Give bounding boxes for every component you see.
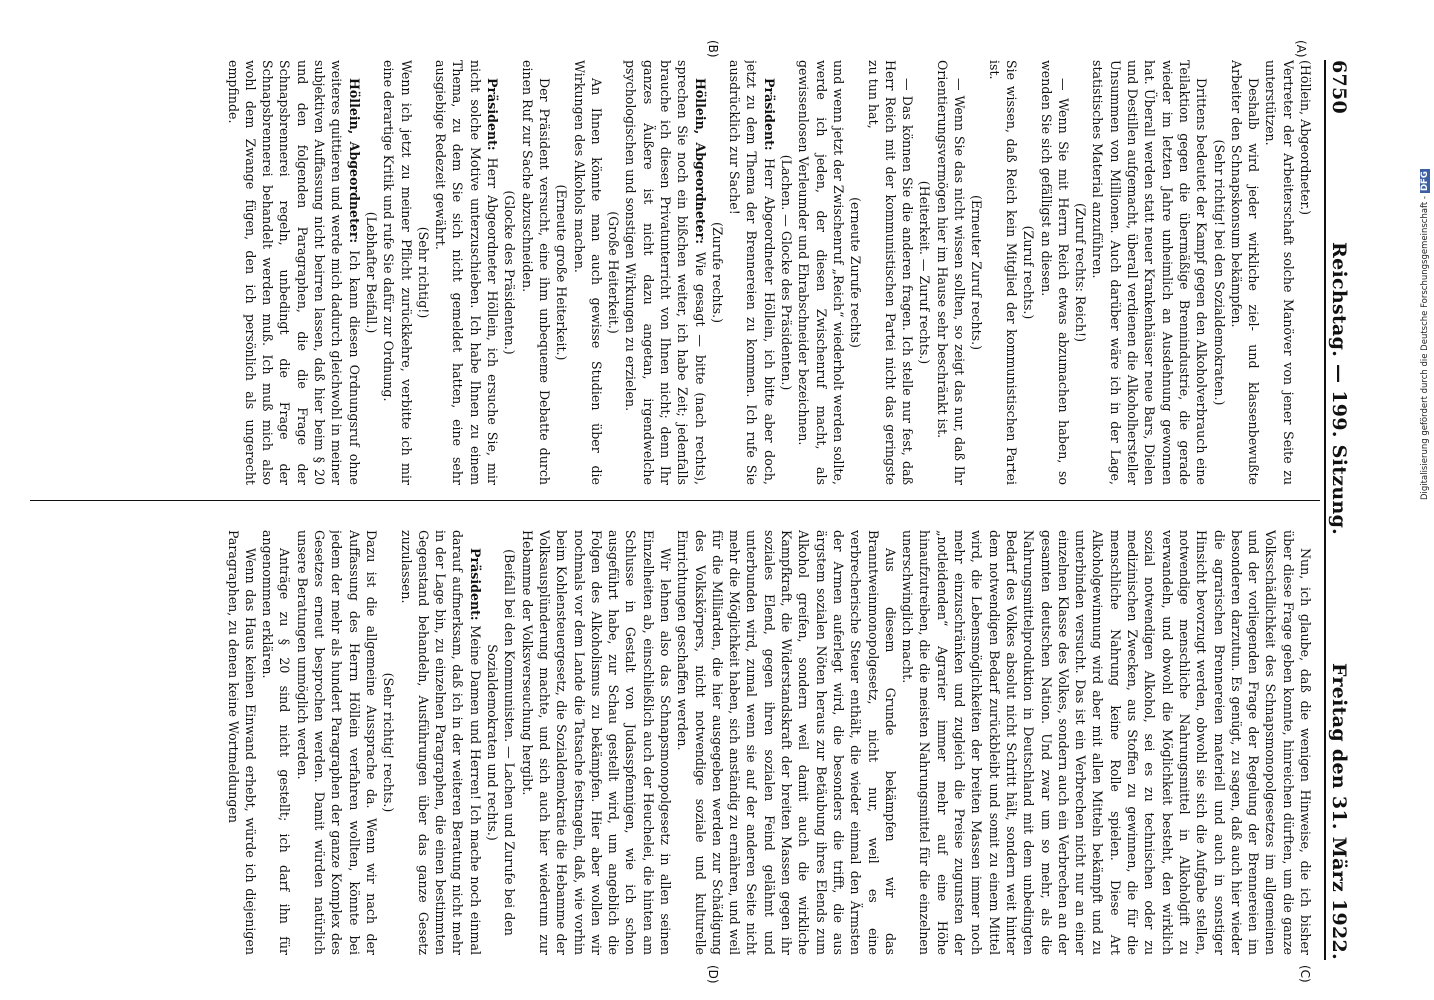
paragraph: Wenn ich jetzt zu meiner Pflicht zurückkehre, verbitte ich mir eine derartige Kritik und rufe Sie dafür zur Ordnung. bbox=[381, 60, 414, 485]
session-title: Reichstag. — 199. Sitzung. bbox=[1328, 241, 1350, 536]
margin-marker-d: (D) bbox=[706, 965, 720, 984]
paragraph: Vertreter der Arbeiterschaft solche Manöver von jener Seite zu unterstützen. bbox=[1263, 60, 1296, 485]
session-date: Freitag den 31. März 1922. bbox=[1328, 663, 1350, 960]
header-rule bbox=[1324, 60, 1326, 960]
interjection: (Sehr richtig!) bbox=[415, 226, 431, 319]
interjection: (Glocke des Präsidenten.) bbox=[502, 190, 518, 355]
paragraph: Dazu ist die allgemeine Aussprache da. Wenn wir nach der Auffassung des Herrn Höllein verfahren wollten, könnte bei jedem der mehr als hundert Paragraphen der ganze Komplex des Gesetzes erneut besprochen werden. Damit würden natürlich unsere Beratungen unmöglich werden. bbox=[294, 530, 379, 955]
paragraph: Wenn das Haus keinen Einwand erhebt, würde ich diejenigen Paragraphen, zu denen keine Wortmeldungen bbox=[225, 530, 258, 955]
interjection: (Zurufe rechts.) bbox=[709, 221, 725, 324]
left-column bbox=[30, 60, 1314, 485]
paragraph: und wenn jetzt der Zwischenruf „Reich“ wiederholt werden sollte, werde ich jeden, der diesen Zwischenruf macht, als gewissenlosen Verleumder und Ehrabschneider bezeichnen. bbox=[796, 60, 846, 485]
paragraph: Wir lehnen also das Schnapsmonopolgesetz in allen seinen Einzelheiten ab, einschließlich auch der Heuchelei, die hinten am Schlusse in Gestalt von Judasspfennigen, wie ich schon ausgeführt habe, zur Schau gestellt wird, um angeblich die Folgen des Alkoholismus zu bekämpfen. Hier aber wollen wir nochmals vor dem Lande die Tatsache festnageln, daß, wie vorhin beim Kohlensteuergesetz, die Sozialdemokratie die Hebamme der Volksausplünderung machte, und sich auch hier wiederum zur Hebamme der Volksverseuchung hergibt. bbox=[519, 530, 674, 955]
interjection: (Erneute große Heiterkeit.) bbox=[554, 184, 570, 361]
interjection: (Sehr richtig! bei den Sozialdemokraten.) bbox=[1211, 139, 1227, 406]
interjection: (Sehr richtig! rechts.) bbox=[381, 672, 397, 813]
paragraph: Aus diesem Grunde bekämpfen wir das Branntweinmonopolgesetz, nicht nur, weil es eine verbrecherische Steuer enthält, die wieder einmal den Ärmsten der Armen auferlegt wird, die besonders die trifft, die aus ärgstem sozialen Nöten heraus zur Betäubung ihres Elends zum Alkohol greifen, sondern weil damit auch die wirkliche Kampfkraft, die Widerstandskraft der breiten Massen gegen ihr soziales Elend, gegen ihren sozialen Feind gelähmt und unterbunden wird, zumal wenn sie auf der anderen Seite nicht mehr die Möglichkeit haben, sich anständig zu ernähren, und weil für die Milliarden, die hier ausgegeben werden zur Schädigung des Volkskörpers, nicht notwendige soziale und kulturelle Einrichtungen geschaffen werden. bbox=[675, 530, 898, 955]
interjection: (Zuruf rechts: Reich!) bbox=[1073, 202, 1089, 343]
interjection: (Lachen. — Glocke des Präsidenten.) bbox=[779, 154, 795, 391]
margin-marker-c: (C) bbox=[1298, 965, 1312, 983]
paragraph: — Das können Sie die anderen fragen. Ich stelle nur fest, daß Herr Reich mit der kommunistischen Partei nicht das geringste zu tun hat, bbox=[865, 60, 916, 485]
margin-marker-b: (B) bbox=[706, 40, 720, 58]
paragraph: Der Präsident versucht, eine ihm unbequeme Debatte durch einen Ruf zur Sache abzuschneiden. bbox=[519, 60, 552, 485]
speaker-statement: Höllein, Abgeordneter: Ich kann diesen Ordnungsruf ohne weiteres quittieren und werde mich dadurch gleichwohl in meiner subjektiven Auffassung nicht beirren lassen, daß hier beim § 20 und den folgenden Paragraphen, die die Frage der Schnapsbrennerei regeln, unbedingt die Frage der Schnapsbrennerei behandelt werden muß. Ich muß mich also wohl dem Zwange fügen, den ich persönlich als ungerecht empfinde. bbox=[225, 60, 362, 485]
interjection: (Zuruf rechts.) bbox=[1021, 225, 1037, 320]
interjection: (Große Heiterkeit.) bbox=[606, 211, 622, 334]
margin-marker-a: (A) bbox=[1294, 40, 1308, 58]
interjection: (Beifall bei den Kommunisten. — Lachen und Zurufe bei den Sozialdemokraten und rechts.) bbox=[485, 549, 518, 936]
paragraph: Sie wissen, daß Reich kein Mitglied der kommunistischen Partei ist. bbox=[986, 60, 1019, 485]
speaker-continuation: (Höllein, Abgeordneter.) bbox=[1298, 60, 1313, 216]
page-number: 6750 bbox=[1328, 60, 1350, 115]
paragraph: An Ihnen könnte man auch gewisse Studien über die Wirkungen des Alkohols machen. bbox=[571, 60, 604, 485]
paragraph: Anträge zu § 20 sind nicht gestellt; ich darf ihn für angenommen erklären. bbox=[260, 530, 293, 955]
digitization-credit bbox=[1420, 169, 1430, 500]
interjection: (Lebhafter Beifall.) bbox=[363, 211, 379, 334]
paragraph: Nun, ich glaube, daß die wenigen Hinweise, die ich bisher über diese Frage geben konnte, hinreichen dürften, um die ganze Volksschädlichkeit des Schnapsmonopolgesetzes im allgemeinen und der vorliegenden Frage der Regelung der Brennereien im besonderen darzutun. Es genügt, zu sagen, daß auch hier wieder die agrarischen Brennereien materiell und auch in sonstiger Hinsicht bevorzugt werden, obwohl sie sich die Aufgabe stellen, notwendige menschliche Nahrungsmittel in Alkoholgift zu verwandeln, und obwohl die Möglichkeit besteht, den wirklich sozial notwendigen Alkohol, sei es zu technischen oder zu medizinischen Zwecken, aus Stoffen zu gewinnen, die für die menschliche Nahrung keine Rolle spielen. Diese Art Alkoholgewinnung wird aber mit allen Mitteln bekämpft und zu unterbinden versucht. Das ist ein Verbrechen nicht nur an einer einzelnen Klasse des Volkes, sondern auch ein Verbrechen an der gesamten deutschen Nation. Und zwar um so mehr, als die Nahrungsmittelproduktion in Deutschland mit dem unbedingten Bedarf des Volkes absolut nicht Schritt hält, sondern weit hinter dem notwendigen Bedarf zurückbleibt und somit zu einem Mittel wird, die Lebensmöglichkeiten der breiten Massen immer noch mehr einzuschränken und zugleich die Preise zugunsten der „notleidenden“ Agrarier immer mehr auf eine Höhe hinaufzutreiben, die die meisten Nahrungsmittel für die einzelnen unerschwinglich macht. bbox=[900, 530, 1313, 955]
column-separator bbox=[30, 500, 1320, 501]
president-statement: Präsident: Meine Damen und Herren! Ich mache noch einmal darauf aufmerksam, daß ich in der weiteren Beratung nicht mehr in der Lage bin, zu einzelnen Paragraphen, die einen bestimmten Gegenstand behandeln, Ausführungen über das ganze Gesetz zuzulassen. bbox=[398, 530, 483, 955]
president-statement: Präsident: Herr Abgeordneter Höllein, ich bitte aber doch, jetzt zu dem Thema der Brennereien zu kommen. Ich rufe Sie ausdrücklich zur Sache! bbox=[727, 60, 777, 485]
right-column bbox=[30, 530, 1314, 955]
credit-text: Digitalisierung gefördert durch die Deutsche Forschungsgemeinschaft - bbox=[1420, 196, 1430, 500]
speaker-statement: Höllein, Abgeordneter: Wie gesagt — bitte (nach rechts), sprechen Sie noch ein bißchen weiter, ich habe Zeit; jedenfalls brauche ich diesen Privatunterricht von Ihnen nicht; denn Ihr ganzes Äußere ist nicht dazu angetan, irgendwelche psychologischen und sonstigen Wirkungen zu erzielen. bbox=[623, 60, 708, 485]
page-header bbox=[1328, 60, 1358, 960]
dfg-logo: DFG bbox=[1420, 171, 1430, 192]
interjection: (Heiterkeit. — Zuruf rechts.) bbox=[917, 180, 933, 365]
paragraph: — Wenn Sie das nicht wissen sollten, so zeigt das nur, daß Ihr Orientierungsvermögen hier im Hause sehr beschränkt ist. bbox=[934, 60, 968, 485]
interjection: (Erneuter Zuruf rechts.) bbox=[969, 194, 985, 351]
paragraph: Deshalb wird jeder wirkliche ziel- und klassenbewußte Arbeiter den Schnapskonsum bekämpfen. bbox=[1228, 60, 1262, 485]
digitization-credit-strip bbox=[1410, 0, 1434, 1000]
paragraph: — Wenn Sie mit Herrn Reich etwas abzumachen haben, so wenden Sie sich gefälligst an diesen. bbox=[1038, 60, 1071, 485]
paragraph: Drittens bedeutet der Kampf gegen den Alkoholverbrauch eine Teilaktion gegen die übermäßige Brennindustrie, die gerade wieder im letzten Jahre unheimlich an Ausdehnung gewonnen hat. Überall werden statt neuer Krankenhäuser neue Bars, Dielen und Destillen aufgemacht, überall verdienen die Alkoholhersteller Unsummen von Millionen. Auch darüber wäre ich in der Lage, statistisches Material anzuführen. bbox=[1090, 60, 1210, 485]
interjection: (erneute Zurufe rechts) bbox=[848, 197, 864, 348]
president-statement: Präsident: Herr Abgeordneter Höllein, ich ersuche Sie, mir nicht solche Motive unterzuschieben. Ich habe Ihnen zu einem Thema, zu dem Sie sich nicht gemeldet hatten, eine sehr ausgiebige Redezeit gewährt. bbox=[433, 60, 501, 485]
